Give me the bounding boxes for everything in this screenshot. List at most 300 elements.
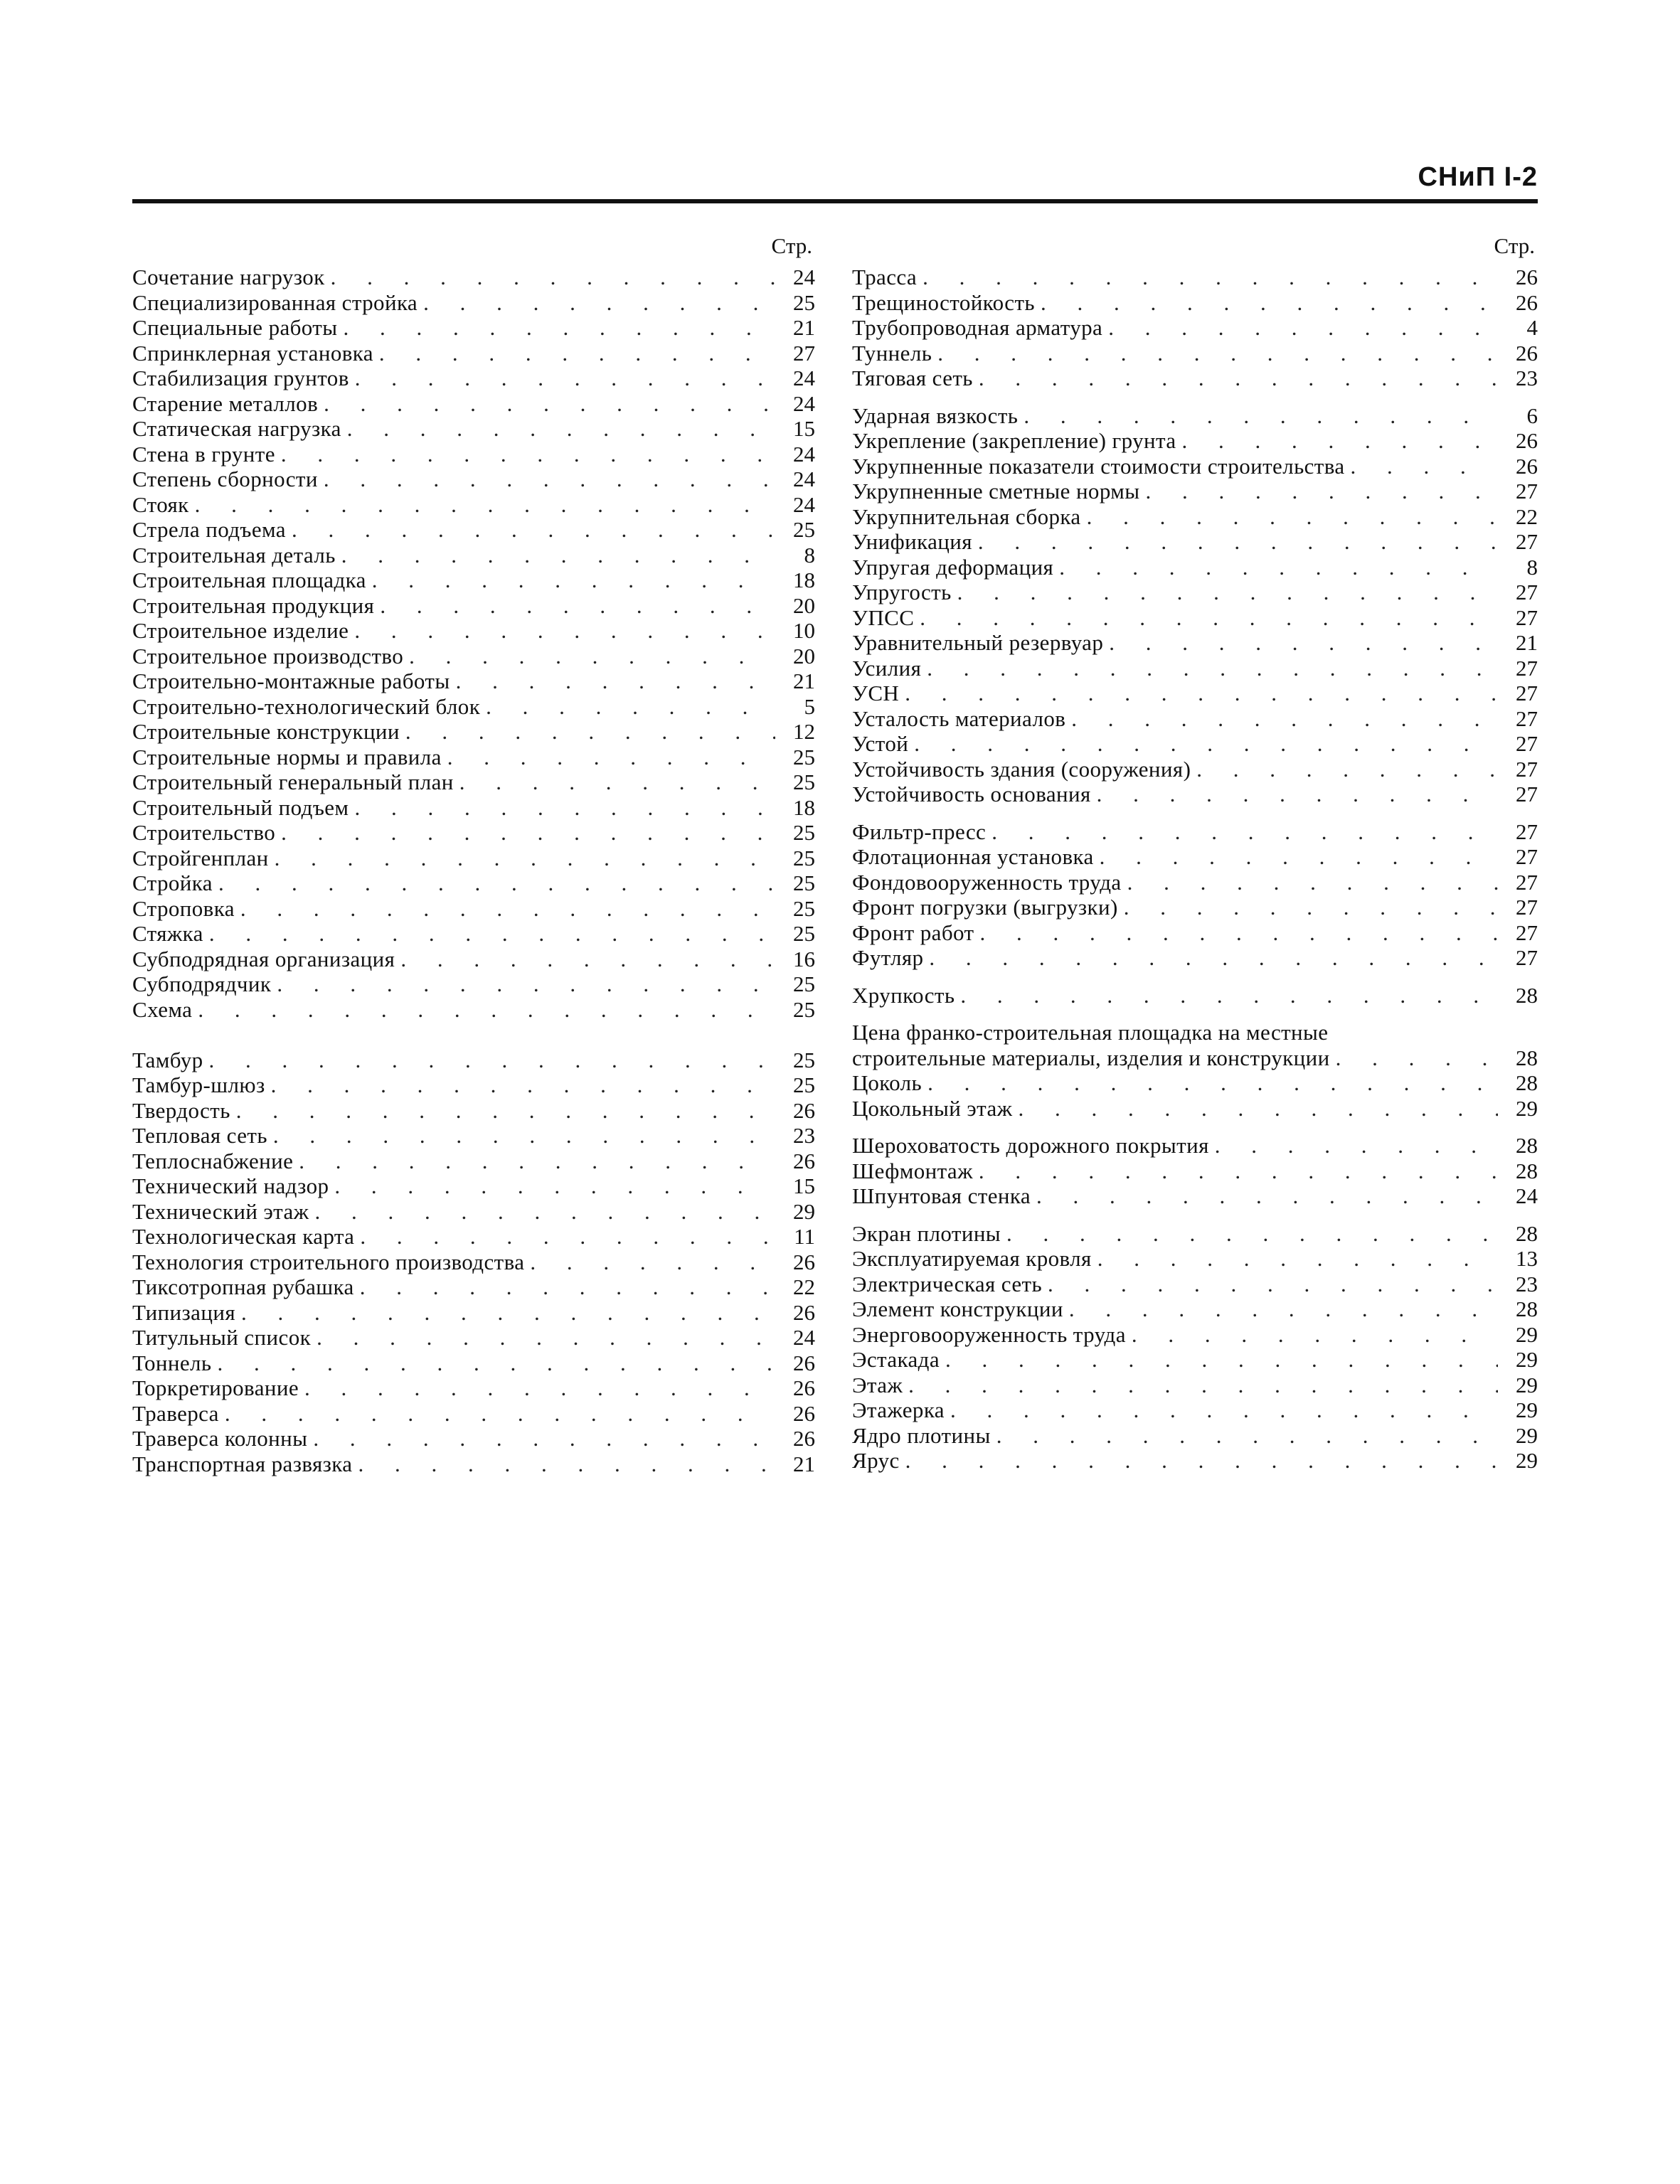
index-term: Устойчивость основания [852,782,1091,806]
index-entry [132,896,815,922]
index-term: Элемент конструкции [852,1296,1063,1321]
index-entry [852,945,1538,971]
index-page-number: 24 [1516,1183,1538,1208]
index-page-number: 6 [1526,403,1538,428]
dot-leader [380,593,775,619]
dot-leader [1132,1322,1498,1348]
index-page-number: 27 [1516,895,1538,920]
index-page-number: 27 [1516,580,1538,604]
index-term: Укрупненные показатели стоимости строительства [852,453,1345,479]
index-entry [852,706,1538,732]
index-entry [852,479,1538,504]
index-page-number: 29 [1516,1347,1538,1372]
index-page-number: 26 [793,1350,815,1375]
index-page-number: 26 [1516,340,1538,366]
dot-leader [273,1123,775,1149]
dot-leader [354,795,775,821]
index-entry [132,543,815,568]
dot-leader [225,1401,775,1427]
index-term: Строительное изделие [132,618,349,643]
index-page-number: 25 [793,996,815,1022]
dot-leader [923,265,1498,290]
letter-group-gap [852,971,1538,983]
index-entry [132,1098,815,1124]
index-term: Степень сборности [132,467,318,491]
index-entry [852,428,1538,454]
index-page-number: 28 [1516,1133,1538,1158]
dot-leader [324,391,775,417]
index-entry [132,668,815,694]
index-entry [132,1401,815,1427]
dot-leader [275,846,775,871]
index-entry [132,997,815,1023]
index-entry [132,921,815,947]
index-entry [852,630,1538,656]
index-page-number: 18 [793,794,815,820]
dot-leader [1127,870,1498,895]
index-term: Эксплуатируемая кровля [852,1246,1092,1271]
index-term: Устой [852,731,909,756]
dot-leader [456,668,775,694]
index-page-number: 25 [793,895,815,921]
dot-leader [379,341,775,366]
index-entry [132,1451,815,1477]
index-entry [852,983,1538,1008]
index-entry [132,290,815,316]
dot-leader [236,1098,775,1124]
index-entry [132,694,815,720]
index-page-number: 15 [793,1173,815,1198]
index-entry [132,442,815,467]
dot-leader [929,945,1498,971]
dot-leader [927,656,1498,681]
index-term: Фильтр-пресс [852,819,987,844]
dot-leader [314,1199,775,1225]
index-page-number: 28 [1516,1158,1538,1183]
index-term: Специализированная стройка [132,289,418,315]
dot-leader [1182,428,1498,454]
index-term: Унификация [852,529,972,554]
page-column-label: Стр. [771,233,812,258]
index-page-number: 29 [793,1198,815,1224]
index-page-number: 28 [1516,1070,1538,1095]
index-term: Специальные работы [132,315,338,340]
index-entry [132,769,815,795]
dot-leader [486,694,775,720]
dot-leader [991,819,1498,845]
dot-leader [1124,895,1498,920]
index-entry [852,1045,1538,1071]
dot-leader [1059,555,1498,580]
dot-leader [277,971,775,997]
index-term: Укрепление (закрепление) грунта [852,428,1176,453]
index-entry [852,580,1538,605]
index-entry [132,971,815,997]
index-entry [852,844,1538,870]
dot-leader [1069,1296,1498,1322]
index-entry [132,618,815,644]
index-page-number: 26 [793,1299,815,1325]
index-term: Этажерка [852,1397,945,1422]
dot-leader [908,1373,1498,1398]
index-page-number: 27 [1516,604,1538,630]
index-term: Строповка [132,895,235,921]
index-entry [132,1224,815,1250]
index-term: Тепловая сеть [132,1123,267,1148]
dot-leader [459,769,775,795]
index-term: Цена франко-строительная площадка на местные [852,1020,1329,1045]
index-entry [852,681,1538,706]
index-term: Ударная вязкость [852,403,1019,428]
index-entry [132,416,815,442]
dot-leader [1071,706,1498,732]
index-entry [852,1133,1538,1158]
dot-leader [1097,782,1498,807]
index-page-number: 27 [1516,705,1538,731]
index-entry [132,1250,815,1275]
index-entry [132,1072,815,1098]
dot-leader [218,870,775,896]
dot-leader [978,529,1498,555]
dot-leader [530,1250,775,1275]
index-term: Упругая деформация [852,554,1054,580]
index-page-number: 25 [793,870,815,895]
index-term: Технический этаж [132,1198,309,1224]
dot-leader [960,983,1498,1008]
index-entry [132,517,815,543]
index-entry [852,341,1538,366]
index-entry [852,1423,1538,1449]
index-page-number: 27 [1516,920,1538,945]
index-entry [852,290,1538,316]
dot-leader [1041,290,1498,316]
dot-leader [1109,630,1498,656]
index-page-number: 25 [793,769,815,794]
index-term: Цокольный этаж [852,1095,1013,1121]
index-page-number: 26 [793,1249,815,1274]
index-entry [132,1274,815,1300]
index-page-number: 27 [1516,731,1538,756]
dot-leader [240,896,775,922]
index-term: Теплоснабжение [132,1148,294,1173]
index-term: Электрическая сеть [852,1271,1042,1296]
dot-leader [324,467,775,492]
index-entry [132,593,815,619]
dot-leader [331,265,775,290]
index-page-number: 25 [793,845,815,870]
dot-leader [292,517,775,543]
dot-leader [905,1448,1498,1474]
index-entry [132,315,815,341]
index-page-number: 27 [1516,681,1538,705]
index-term: Тяговая сеть [852,366,973,390]
letter-group-gap [132,1022,815,1048]
index-page-number: 23 [793,1123,815,1148]
dot-leader [304,1375,775,1401]
index-page-number: 29 [1516,1448,1538,1473]
index-page-number: 27 [793,340,815,366]
index-entry [852,1373,1538,1398]
index-term: Ядро плотины [852,1422,991,1448]
index-term: Строительная деталь [132,542,336,568]
index-page-number: 25 [793,971,815,996]
letter-group-gap [852,391,1538,403]
index-entry [852,1448,1538,1474]
index-term: Стояк [132,491,189,517]
index-term: Фронт работ [852,920,974,945]
index-term: Тиксотропная рубашка [132,1274,354,1299]
index-entry [852,1397,1538,1423]
index-entry [132,391,815,417]
index-entry [132,467,815,492]
index-page-number: 22 [793,1274,815,1299]
dot-leader [914,731,1498,757]
index-page-number: 25 [793,921,815,946]
dot-leader [979,920,1498,946]
index-term: Шероховатость дорожного покрытия [852,1133,1209,1158]
dot-leader [1196,757,1498,782]
index-page-number: 28 [1516,1220,1538,1246]
dot-leader [905,681,1498,706]
index-page-number: 21 [793,315,815,340]
index-entry [132,795,815,821]
index-term: Стройка [132,870,213,895]
index-term: Ярус [852,1448,900,1473]
index-entry [852,366,1538,391]
index-entry [852,605,1538,631]
index-page-number: 15 [793,416,815,441]
index-page-number: 25 [793,820,815,845]
index-page-number: 23 [1516,1271,1538,1296]
dot-leader [1336,1045,1498,1071]
index-entry [132,719,815,745]
dot-leader [1215,1133,1498,1158]
dot-leader [996,1423,1498,1449]
index-page-number: 27 [1516,869,1538,895]
index-term: Субподрядчик [132,971,272,996]
index-page-number: 26 [793,1097,815,1123]
index-term: Траверса колонны [132,1426,308,1451]
dot-leader [372,568,775,593]
dot-leader [313,1426,775,1451]
index-term: Тамбур [132,1047,203,1072]
index-term: Строительный подъем [132,794,349,820]
index-page-number: 26 [793,1400,815,1426]
index-entry [852,1296,1538,1322]
index-page-number: 5 [804,693,815,719]
index-entry [132,1149,815,1174]
dot-leader [423,290,775,316]
dot-leader [945,1347,1498,1373]
index-term: Усталость материалов [852,705,1066,731]
index-entry [852,1070,1538,1096]
dot-leader [979,366,1498,391]
dot-leader [354,618,775,644]
index-term: Фондовооруженность труда [852,869,1122,895]
dot-leader [927,1070,1498,1096]
index-page-number: 27 [1516,756,1538,782]
dot-leader [317,1325,775,1351]
index-entry [132,1199,815,1225]
page-header [132,162,1538,205]
dot-leader [198,997,775,1023]
index-term: Флотационная установка [852,844,1094,869]
index-page-number: 23 [1516,366,1538,390]
index-term: Устойчивость здания (сооружения) [852,756,1191,782]
index-page-number: 8 [1526,554,1538,580]
letter-group-gap [852,1008,1538,1020]
index-entry [132,846,815,871]
index-page-number: 25 [793,744,815,769]
index-entry [852,529,1538,555]
dot-leader [358,1451,775,1477]
index-entry [132,820,815,846]
index-term: УСН [852,681,900,705]
index-page-number: 24 [793,265,815,289]
index-term: Траверса [132,1400,219,1426]
index-entry [132,568,815,593]
index-entry [132,1173,815,1199]
index-page-number: 27 [1516,782,1538,806]
dot-leader [1087,504,1498,530]
dot-leader [409,644,775,669]
index-page-number: 11 [794,1224,815,1249]
index-term: Трубопроводная арматура [852,315,1103,340]
page-column-label: Стр. [1494,233,1535,258]
index-entry [852,782,1538,807]
dot-leader [1351,454,1499,479]
index-entry [132,265,815,290]
dot-leader [1006,1221,1498,1247]
index-page-number: 26 [793,1426,815,1451]
index-term: Технический надзор [132,1173,329,1198]
index-page-number: 24 [793,390,815,416]
letter-group-gap [852,807,1538,819]
index-page-number: 27 [1516,945,1538,970]
dot-leader [1100,844,1498,870]
index-page-number: 29 [1516,1095,1538,1121]
index-page-number: 24 [793,467,815,491]
dot-leader [360,1224,775,1250]
index-entry [852,555,1538,580]
index-term: Этаж [852,1372,903,1397]
index-entry [852,895,1538,920]
index-page-number: 22 [1516,504,1538,529]
index-page-number: 12 [793,719,815,744]
index-term: Строительная продукция [132,592,375,618]
index-entry [852,1246,1538,1272]
index-page-number: 29 [1516,1422,1538,1448]
index-term: Строительный генеральный план [132,769,454,794]
index-page-number: 24 [793,366,815,390]
dot-leader [347,416,775,442]
index-entry [132,1300,815,1326]
dot-leader [299,1149,775,1174]
dot-leader [1146,479,1498,504]
index-entry [132,366,815,391]
dot-leader [343,315,775,341]
index-page-number: 25 [793,1047,815,1072]
index-page-number: 25 [793,1072,815,1097]
index-term: Технология строительного производства [132,1249,525,1274]
index-term: Трасса [852,265,918,289]
index-column-left [132,228,815,1476]
index-term: Типизация [132,1299,235,1325]
index-entry [132,341,815,366]
dot-leader [950,1397,1498,1423]
index-entry [852,757,1538,782]
dot-leader [281,442,775,467]
index-page-number: 18 [793,568,815,592]
index-entry [852,504,1538,530]
header-rule [132,199,1538,203]
index-term: Футляр [852,945,924,970]
dot-leader [1048,1272,1498,1297]
index-term: Схема [132,996,193,1022]
letter-group-gap [852,1121,1538,1133]
index-term: Упругость [852,580,952,604]
index-term: Укрупненные сметные нормы [852,479,1140,504]
index-term: Тоннель [132,1350,212,1375]
index-page-number: 25 [793,517,815,542]
index-page-number: 28 [1516,1045,1538,1070]
index-term: Эстакада [852,1347,940,1372]
index-page-number: 21 [793,668,815,693]
index-entry [132,870,815,896]
index-term: УПСС [852,604,915,630]
index-term: Трещиностойкость [852,289,1035,315]
index-page-number: 29 [1516,1321,1538,1347]
index-page-number: 27 [1516,655,1538,681]
dot-leader [937,341,1498,366]
dot-leader [1108,315,1498,341]
dot-leader [209,1048,775,1073]
index-page-number: 16 [793,946,815,971]
index-page-number: 29 [1516,1397,1538,1422]
index-page-number: 21 [1516,630,1538,655]
index-page-number: 26 [793,1375,815,1400]
index-page-number: 27 [1516,819,1538,844]
index-entry [852,1221,1538,1247]
index-term: Тамбур-шлюз [132,1072,265,1097]
index-term: Строительная площадка [132,568,366,592]
index-page-number: 24 [793,1325,815,1350]
index-page-number: 28 [1516,1296,1538,1321]
index-term: Энерговооруженность труда [852,1321,1126,1347]
dot-leader [334,1173,775,1199]
dot-leader [1097,1246,1498,1272]
index-entry [132,1325,815,1351]
index-term: Усилия [852,655,922,681]
index-entry [852,870,1538,895]
index-term: Строительное производство [132,643,404,668]
index-entry [852,403,1538,429]
index-page-number: 24 [793,441,815,467]
index-term: Стена в грунте [132,441,275,467]
index-term: Уравнительный резервуар [852,630,1104,655]
index-entry [852,265,1538,290]
dot-leader [271,1072,775,1098]
dot-leader [920,605,1498,631]
index-page-number: 27 [1516,529,1538,554]
index-page-number: 24 [793,491,815,517]
index-entry [132,1123,815,1149]
index-page-number: 25 [793,289,815,315]
index-page-number: 8 [804,542,815,568]
index-entry [852,920,1538,946]
index-entry [852,731,1538,757]
index-term: Цоколь [852,1070,923,1095]
